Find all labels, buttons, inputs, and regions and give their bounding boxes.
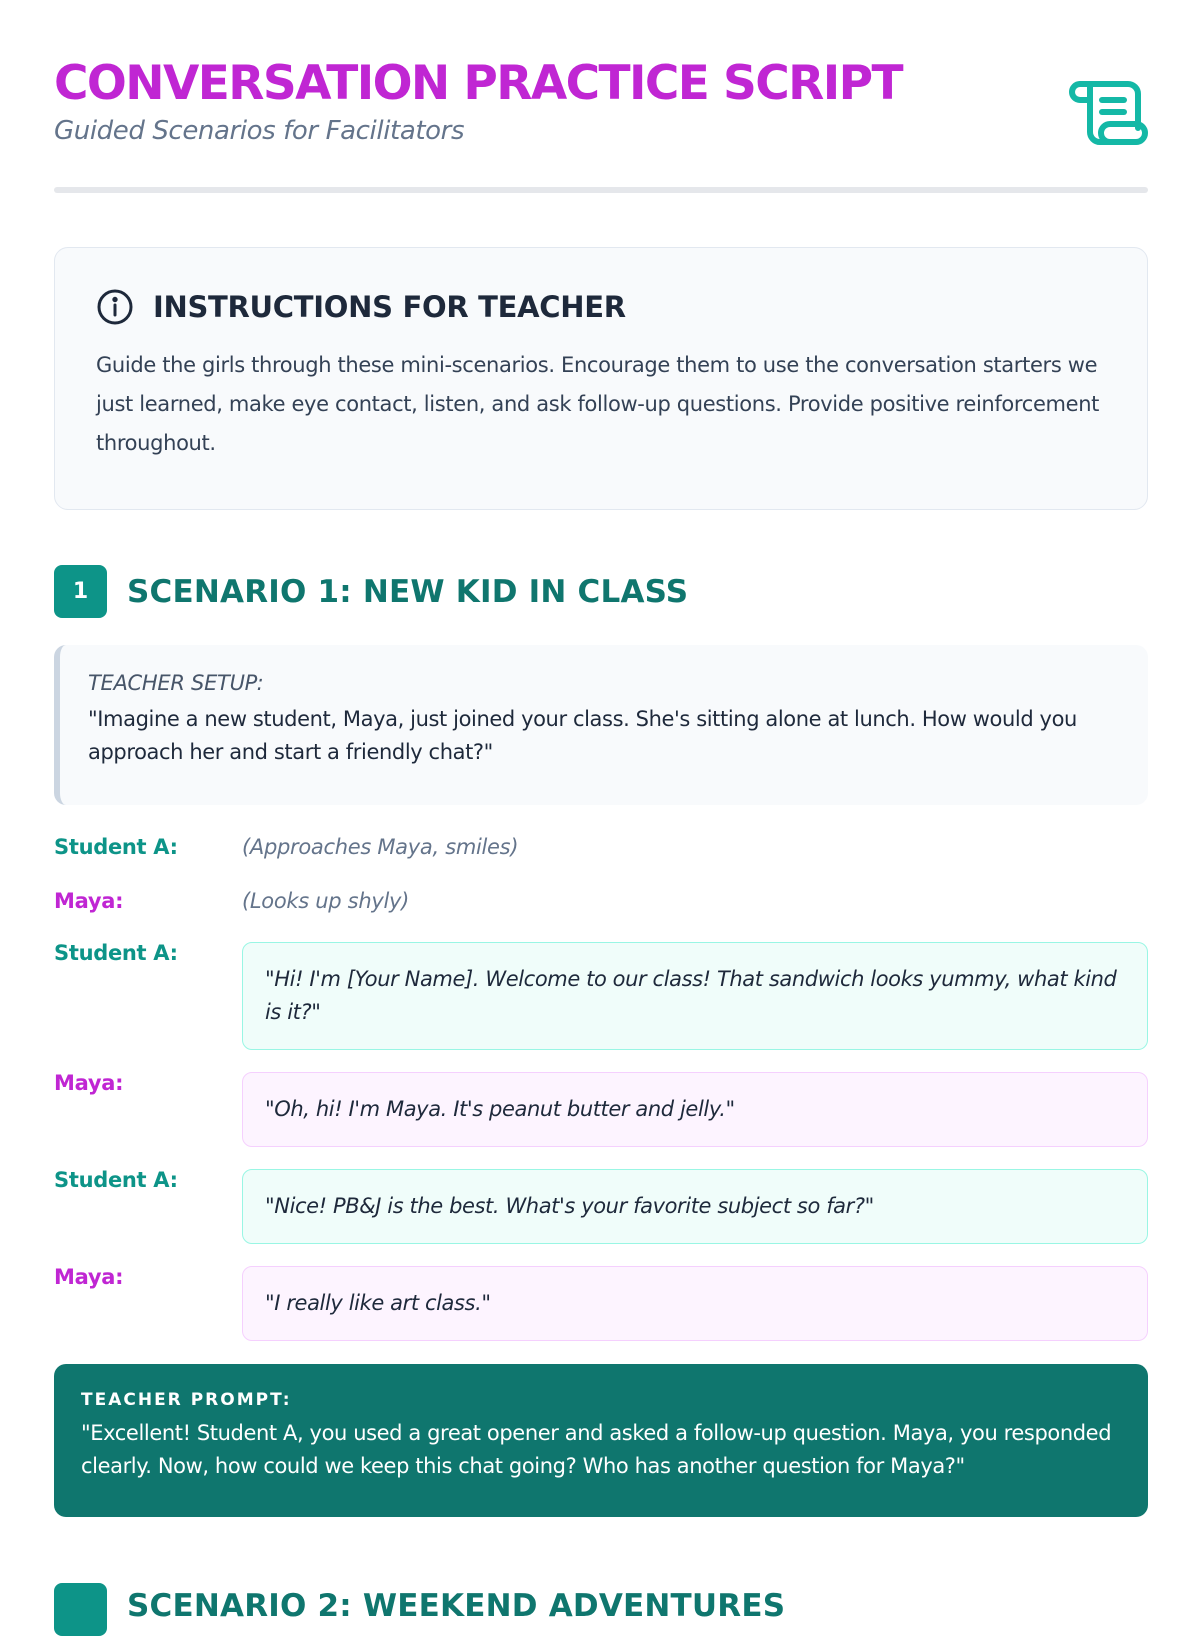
instructions-text: Guide the girls through these mini-scenarios. Encourage them to use the conversation starters we just learned, make eye contact, listen, and ask follow-up questions. Provide positive reinforcement throughout.	[96, 353, 1100, 455]
speaker-label: Student A:	[54, 835, 178, 859]
dialogue-line	[54, 1265, 1148, 1343]
dialogue-line	[54, 1071, 1148, 1149]
speech-bubble: "I really like art class."	[242, 1266, 1148, 1341]
scenario-title: SCENARIO 2: WEEKEND ADVENTURES	[127, 1588, 786, 1624]
instructions-title: INSTRUCTIONS FOR TEACHER	[153, 290, 626, 324]
setup-label: TEACHER SETUP:	[88, 671, 264, 695]
dialogue-line	[54, 1168, 1148, 1246]
speech-bubble: "Nice! PB&J is the best. What's your favorite subject so far?"	[242, 1169, 1148, 1244]
teacher-setup-box	[54, 645, 1148, 805]
dialogue-line	[54, 941, 1148, 1051]
speech-bubble: "Oh, hi! I'm Maya. It's peanut butter and jelly."	[242, 1072, 1148, 1147]
scenario-title: SCENARIO 1: NEW KID IN CLASS	[127, 573, 689, 610]
setup-text: "Imagine a new student, Maya, just joined your class. She's sitting alone at lunch. How would you approach her and start a friendly chat?"	[88, 707, 1077, 764]
speaker-label: Student A:	[54, 941, 178, 965]
speaker-label: Maya:	[54, 1265, 124, 1289]
scenario-number-badge	[54, 1583, 107, 1636]
page-title: CONVERSATION PRACTICE SCRIPT	[54, 56, 902, 111]
dialogue-line	[54, 889, 1148, 919]
scenario-number-badge: 1	[54, 565, 107, 618]
prompt-label: TEACHER PROMPT:	[81, 1390, 292, 1410]
stage-direction: (Looks up shyly)	[242, 889, 410, 913]
speaker-label: Maya:	[54, 889, 124, 913]
speaker-label: Maya:	[54, 1071, 124, 1095]
dialogue-line	[54, 835, 1148, 865]
speech-bubble: "Hi! I'm [Your Name]. Welcome to our class! That sandwich looks yummy, what kind is it?"	[242, 942, 1148, 1050]
scenario-2-heading	[54, 1583, 785, 1636]
scenario-1-heading	[54, 565, 688, 618]
header-divider	[54, 187, 1148, 193]
prompt-text: "Excellent! Student A, you used a great opener and asked a follow-up question. Maya, you responded clearly. Now, how could we keep this chat going? Who has another question for Maya?"	[81, 1421, 1112, 1478]
teacher-prompt-box	[54, 1364, 1148, 1517]
speaker-label: Student A:	[54, 1168, 178, 1192]
info-icon	[96, 288, 134, 326]
page-subtitle: Guided Scenarios for Facilitators	[54, 116, 465, 146]
stage-direction: (Approaches Maya, smiles)	[242, 835, 519, 859]
page-header	[54, 54, 1148, 194]
scroll-icon	[1072, 78, 1148, 148]
instructions-card	[54, 247, 1148, 510]
